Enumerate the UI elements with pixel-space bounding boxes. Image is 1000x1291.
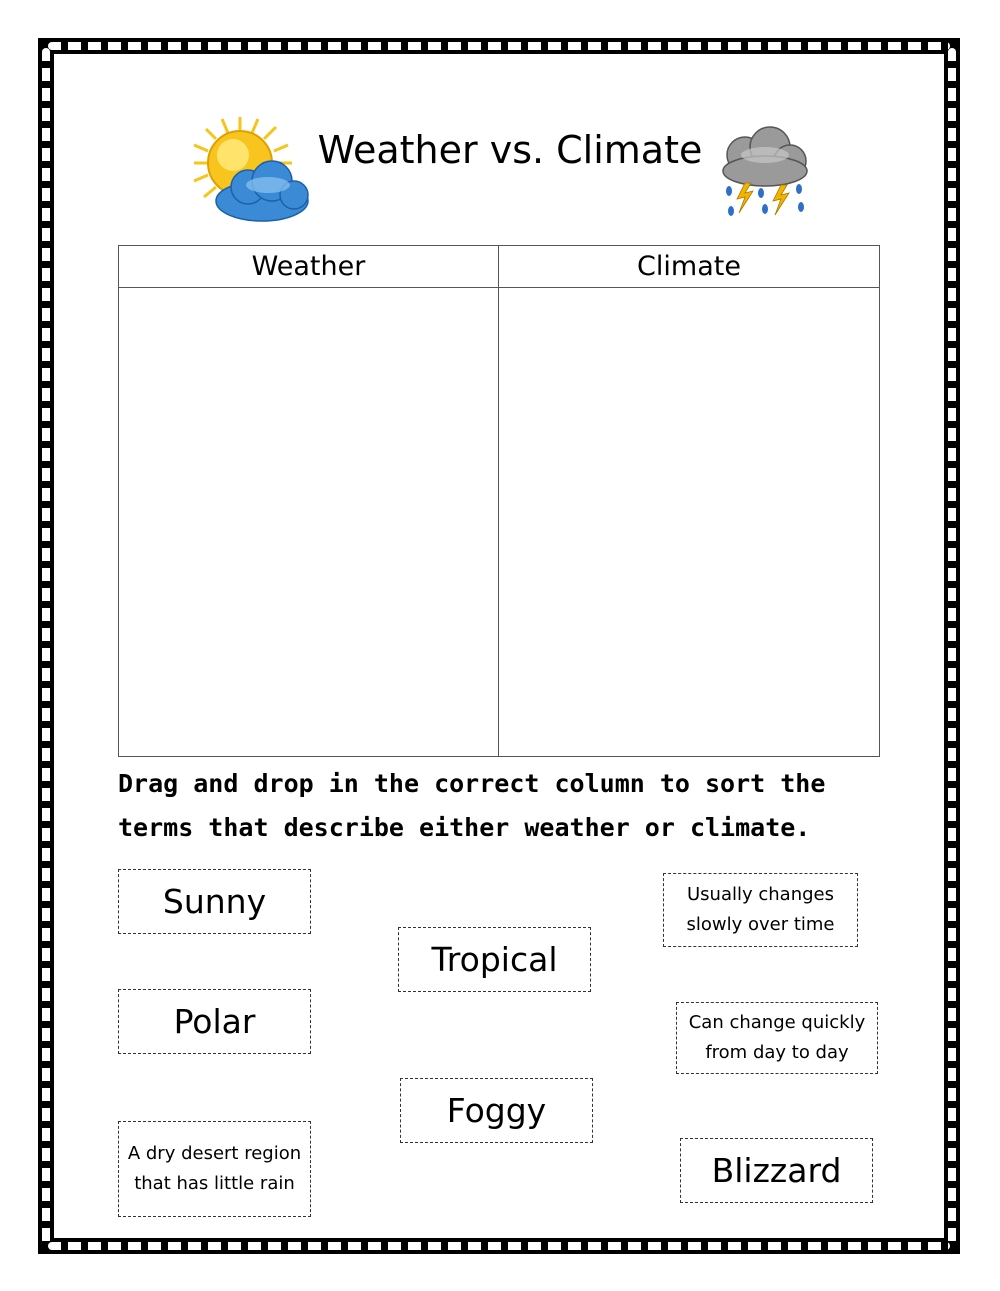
weather-drop-zone[interactable]: [119, 288, 499, 756]
card-sunny[interactable]: Sunny: [118, 869, 311, 934]
frame-beads-bottom: [48, 1242, 950, 1250]
card-foggy[interactable]: Foggy: [400, 1078, 593, 1143]
climate-column-header: Climate: [499, 246, 879, 288]
instructions-text: Drag and drop in the correct column to sort the terms that describe either weather or climate.: [118, 769, 826, 842]
card-tropical[interactable]: Tropical: [398, 927, 591, 992]
card-can-change[interactable]: Can change quickly from day to day: [676, 1002, 878, 1074]
card-polar[interactable]: Polar: [118, 989, 311, 1054]
page-title: Weather vs. Climate: [317, 128, 703, 172]
sorting-table: [118, 245, 880, 757]
climate-drop-zone[interactable]: [499, 288, 879, 756]
storm-cloud-icon: [715, 125, 815, 220]
card-dry-desert[interactable]: A dry desert region that has little rain: [118, 1121, 311, 1217]
frame-beads-right: [948, 48, 956, 1244]
card-blizzard[interactable]: Blizzard: [680, 1138, 873, 1203]
frame-beads-left: [42, 48, 50, 1244]
card-usually-changes[interactable]: Usually changes slowly over time: [663, 873, 858, 947]
sun-cloud-icon: [188, 115, 313, 227]
frame-beads-top: [48, 42, 950, 50]
weather-column-header: Weather: [119, 246, 499, 288]
